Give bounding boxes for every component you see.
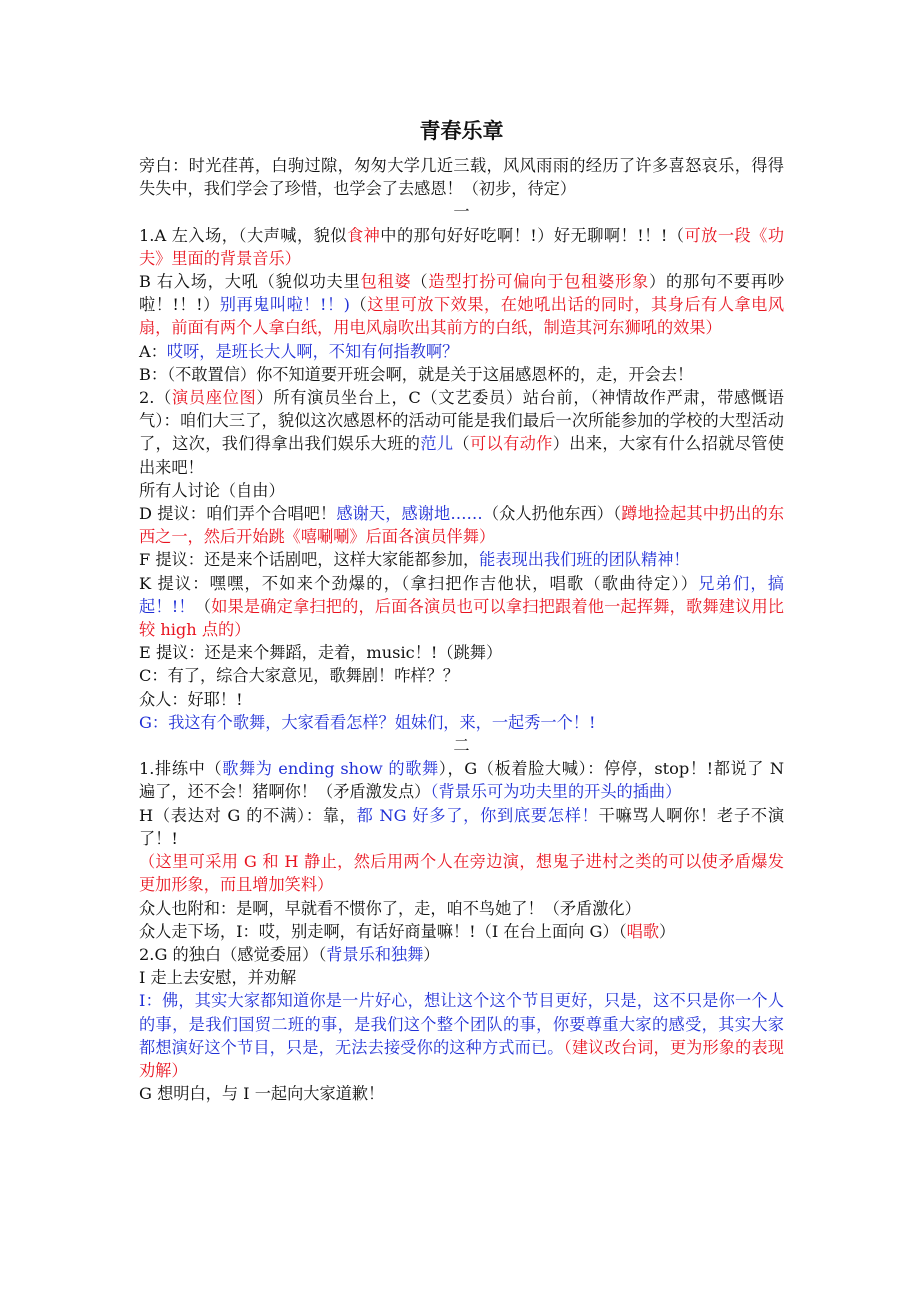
paragraph-text: 中的那句好好吃啊！!）好无聊啊！!！!（: [380, 225, 685, 245]
paragraph-text: I 走上去安慰，并劝解: [139, 968, 297, 988]
paragraph-text: 众人也附和：是啊，早就看不惯你了，走，咱不鸟她了！（矛盾激化）: [139, 898, 641, 918]
stage-note-red: （这里可采用 G 和 H 静止，然后用两个人在旁边演，想鬼子进村之类的可以使矛盾爆发更加形象，而且增加笑料）: [139, 852, 784, 895]
paragraph-text: （: [349, 295, 368, 315]
script-paragraph: [139, 154, 784, 200]
script-paragraph: [139, 641, 784, 664]
paragraph-text: 众人走下场，I：哎，别走啊，有话好商量嘛！!（I 在台上面向 G）（: [139, 921, 627, 941]
document-body: [139, 154, 784, 1105]
dialogue-highlight-blue: 范儿: [420, 434, 454, 454]
script-paragraph: [139, 688, 784, 711]
paragraph-text: 1.排练中（: [139, 759, 223, 779]
paragraph-text: ）的那句不要再吵啦！!！!）: [139, 272, 785, 315]
script-paragraph: [139, 386, 784, 479]
script-paragraph: [139, 850, 784, 896]
paragraph-text: 众人：好耶！!: [139, 689, 243, 709]
document-page: [139, 118, 784, 1105]
stage-note-red: 这里可放下效果，在她吼出话的同时，其身后有人拿电风扇，前面有两个人拿白纸，用电风扇吹出其前方的白纸，制造其河东狮吼的效果）: [139, 295, 785, 338]
paragraph-text: ）所有演员坐台上，C（文艺委员）站台前，（神情故作严肃，带感慨语气）：咱们大三了，貌似这次感恩杯的活动可能是我们最后一次所能参加的学校的大型活动了，这次，我们得拿出我们娱乐大班的: [139, 388, 784, 454]
stage-note-red: 蹲地捡起其中扔出的东西之一，然后开始跳《嘻唰唰》后面各演员伴舞）: [139, 504, 785, 547]
paragraph-text: K 提议：嘿嘿，不如来个劲爆的，（拿扫把作吉他状，唱歌（歌曲待定））: [139, 573, 699, 593]
script-paragraph: [139, 897, 784, 920]
script-paragraph: [139, 920, 784, 943]
paragraph-text: 干嘛骂人啊你！老子不演了！!: [139, 805, 785, 848]
paragraph-text: 旁白：时光荏苒，白驹过隙，匆匆大学几近三载，风风雨雨的经历了许多喜怒哀乐，得得失失中，我们学会了珍惜，也学会了去感恩！（初步，待定）: [139, 156, 784, 199]
dialogue-highlight-blue: 兄弟们，搞起！!！: [139, 573, 784, 616]
script-paragraph: [139, 943, 784, 966]
paragraph-text: 2.（: [139, 388, 173, 408]
stage-note-red: 造型打扮可偏向于包租婆形象: [428, 272, 650, 292]
script-paragraph: [139, 479, 784, 502]
paragraph-text: （: [194, 596, 212, 616]
script-paragraph: [139, 757, 784, 803]
stage-note-red: 可放一段《功夫》里面的背景音乐）: [139, 225, 785, 268]
script-paragraph: [139, 363, 784, 386]
dialogue-highlight-blue: 能表现出我们班的团队精神！: [479, 550, 690, 570]
stage-note-red: 演员座位图: [172, 388, 257, 408]
stage-note-red: 唱歌: [626, 921, 660, 941]
dialogue-highlight-blue: （背景乐可为功夫里的开头的插曲）: [430, 782, 682, 802]
dialogue-highlight-blue: 哎呀，是班长大人啊，不知有何指教啊？: [166, 341, 459, 361]
paragraph-text: D 提议：咱们弄个合唱吧！: [139, 504, 337, 524]
stage-note-red: 可以有动作: [469, 434, 553, 454]
paragraph-text: 1.A 左入场，（大声喊，貌似: [139, 225, 347, 245]
stage-note-red: 包租婆: [360, 272, 412, 292]
script-paragraph: [139, 804, 784, 850]
paragraph-text: （: [453, 434, 470, 454]
script-paragraph: [139, 966, 784, 989]
script-paragraph: [139, 224, 784, 270]
paragraph-text: 2.G 的独白（感觉委屈）（: [139, 944, 327, 964]
dialogue-highlight-blue: I：佛，其实大家都知道你是一片好心，想让这个这个节目更好，只是，这不只是你一个人的事，是我们国贸二班的事，是我们这个整个团队的事，你要尊重大家的感受，其实大家都想演好这个节目，只是，无法去接受你的这种方式而已。: [139, 991, 784, 1057]
paragraph-text: 一: [453, 202, 470, 222]
paragraph-text: E 提议：还是来个舞蹈，走着，music！!（跳舞）: [139, 643, 503, 663]
paragraph-text: H（表达对 G 的不满）：靠，: [139, 805, 357, 825]
script-paragraph: [139, 664, 784, 687]
dialogue-highlight-blue: 别再鬼叫啦！!！): [219, 295, 350, 315]
dialogue-highlight-blue: G：我这有个歌舞，大家看看怎样？姐妹们，来，一起秀一个！!: [139, 712, 596, 732]
paragraph-text: 所有人讨论（自由）: [139, 480, 285, 500]
paragraph-text: ）出来，大家有什么招就尽管使出来吧！: [139, 434, 785, 477]
stage-note-red: 如果是确定拿扫把的，后面各演员也可以拿扫把跟着他一起挥舞，歌舞建议用比较 high 点的）: [139, 596, 784, 640]
paragraph-text: A：: [139, 341, 167, 361]
section-marker: [139, 734, 784, 757]
stage-note-red: 食神: [346, 225, 381, 245]
paragraph-text: B：（不敢置信）你不知道要开班会啊，就是关于这届感恩杯的，走，开会去！: [139, 364, 694, 384]
paragraph-text: ）: [423, 944, 440, 964]
script-paragraph: [139, 572, 784, 642]
dialogue-highlight-blue: 背景乐和独舞: [326, 944, 424, 964]
paragraph-text: C：有了，综合大家意见，歌舞剧！咋样？？: [139, 666, 459, 686]
script-paragraph: [139, 340, 784, 363]
script-paragraph: [139, 548, 784, 571]
paragraph-text: ），G（板着脸大喊）：停停，stop！!都说了 N 遍了，还不会！猪啊你！（矛盾激发点）: [139, 759, 784, 802]
paragraph-text: B 右入场，大吼（貌似功夫里: [139, 272, 361, 292]
paragraph-text: ）: [659, 921, 676, 941]
paragraph-text: G 想明白，与 I 一起向大家道歉！: [139, 1084, 385, 1104]
script-paragraph: [139, 502, 784, 548]
paragraph-text: F 提议：还是来个话剧吧，这样大家能都参加，: [139, 550, 480, 570]
dialogue-highlight-blue: 感谢天，感谢地……: [336, 504, 483, 524]
paragraph-text: 二: [453, 736, 470, 756]
stage-note-red: （建议改台词，更为形象的表现劝解）: [139, 1037, 784, 1080]
script-paragraph: [139, 989, 784, 1082]
script-paragraph: [139, 1082, 784, 1105]
paragraph-text: （: [411, 272, 429, 292]
document-title: 青春乐章: [419, 119, 504, 143]
dialogue-highlight-blue: 歌舞为 ending show 的歌舞: [222, 759, 439, 779]
paragraph-text: （众人扔他东西）（: [482, 504, 622, 524]
section-marker: [139, 200, 784, 223]
dialogue-highlight-blue: 都 NG 好多了，你到底要怎样！: [356, 805, 599, 825]
script-paragraph: [139, 711, 784, 734]
script-paragraph: [139, 270, 784, 340]
